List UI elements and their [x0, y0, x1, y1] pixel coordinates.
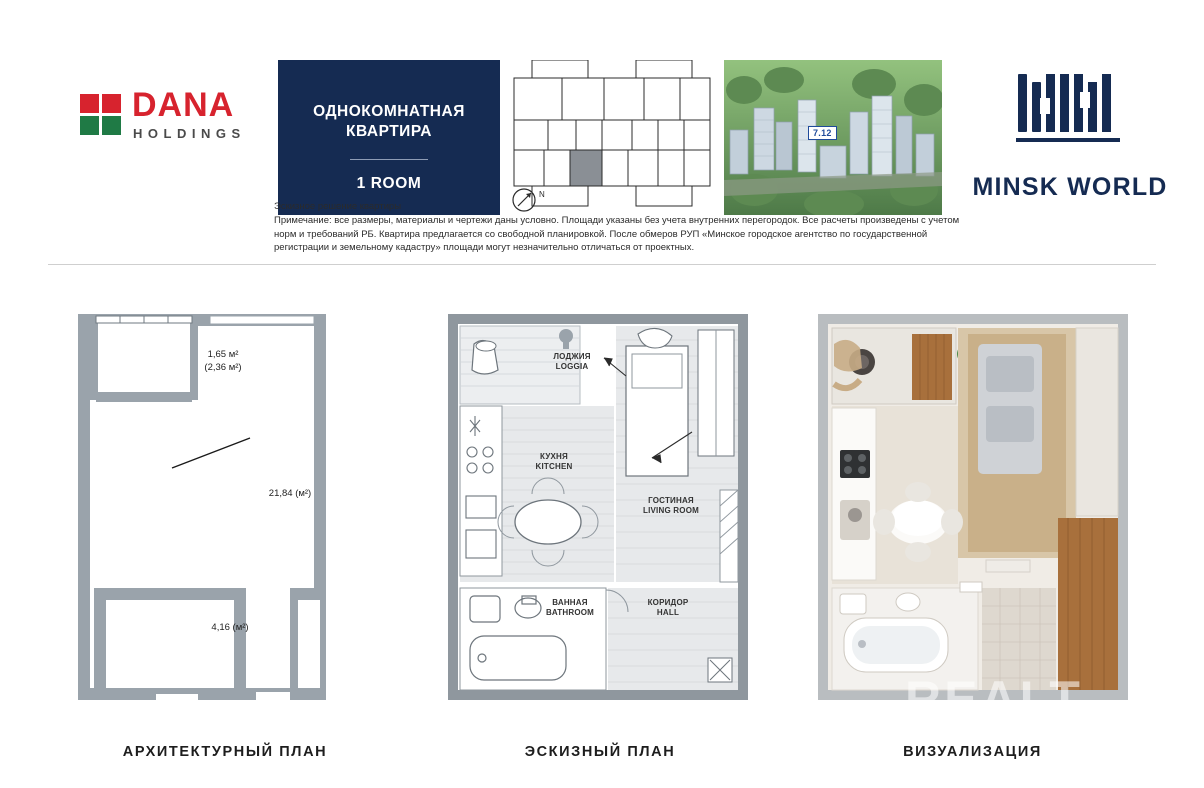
mw-monogram-icon [1010, 68, 1130, 156]
title-divider [350, 159, 428, 160]
minsk-world-logo [960, 68, 1180, 216]
bath-area-label: 4,16 (м²) [211, 622, 249, 633]
room-label-kitchen: КУХНЯ KITCHEN [535, 452, 573, 471]
balcony-area-label: 1,65 м² (2,36 м²) [204, 349, 242, 373]
apartment-type-box [278, 60, 500, 215]
dana-holdings-logo [80, 86, 270, 156]
room-label-living-room: ГОСТИНАЯ LIVING ROOM [643, 496, 699, 515]
compass-north-label: N [539, 190, 545, 199]
architectural-plan-caption: АРХИТЕКТУРНЫЙ ПЛАН [122, 744, 328, 760]
room-label-hall: КОРИДОР HALL [647, 598, 689, 617]
visualization-panel [800, 300, 1145, 725]
architectural-plan-panel [60, 300, 390, 725]
note-title: Эскизное решение квартиры [274, 201, 402, 212]
building-number-badge: 7.12 [808, 126, 837, 140]
apartment-type-line1: ОДНОКОМНАТНАЯ [313, 103, 465, 120]
room-label-loggia: ЛОДЖИЯ LOGGIA [553, 352, 591, 371]
dana-logo-subtitle: HOLDINGS [133, 126, 246, 141]
room-label-bathroom: ВАННАЯ BATHROOM [545, 598, 595, 617]
minsk-world-text: MINSK WORLD [972, 173, 1168, 201]
apartment-type-line2: КВАРТИРА [346, 123, 432, 140]
sketch-plan-panel [430, 300, 770, 725]
apartment-type-en: 1 ROOM [356, 175, 422, 192]
note-body: Примечание: все размеры, материалы и чертежи даны условно. Площади указаны без учета внутренних перегородок. Все расчеты произведены с учетом норм и требований РБ. Квартира предлагается со свободной планировкой. После обмеров РУП «Минское городское агентство по государственной регистрации и земельному кадастру» площади могут незначительно отличаться от проектных. [274, 215, 960, 253]
sketch-plan-caption: ЭСКИЗНЫЙ ПЛАН [524, 744, 676, 760]
visualization-caption: ВИЗУАЛИЗАЦИЯ [903, 744, 1042, 760]
disclaimer-note [274, 200, 964, 255]
header-divider [48, 264, 1156, 265]
realt-watermark: REALT [905, 671, 1083, 727]
dana-squares-icon [80, 94, 124, 138]
dana-logo-name: DANA [132, 86, 235, 124]
city-render-image [724, 60, 942, 215]
document-header [0, 28, 1204, 201]
living-area-label: 21,84 (м²) [268, 488, 312, 499]
